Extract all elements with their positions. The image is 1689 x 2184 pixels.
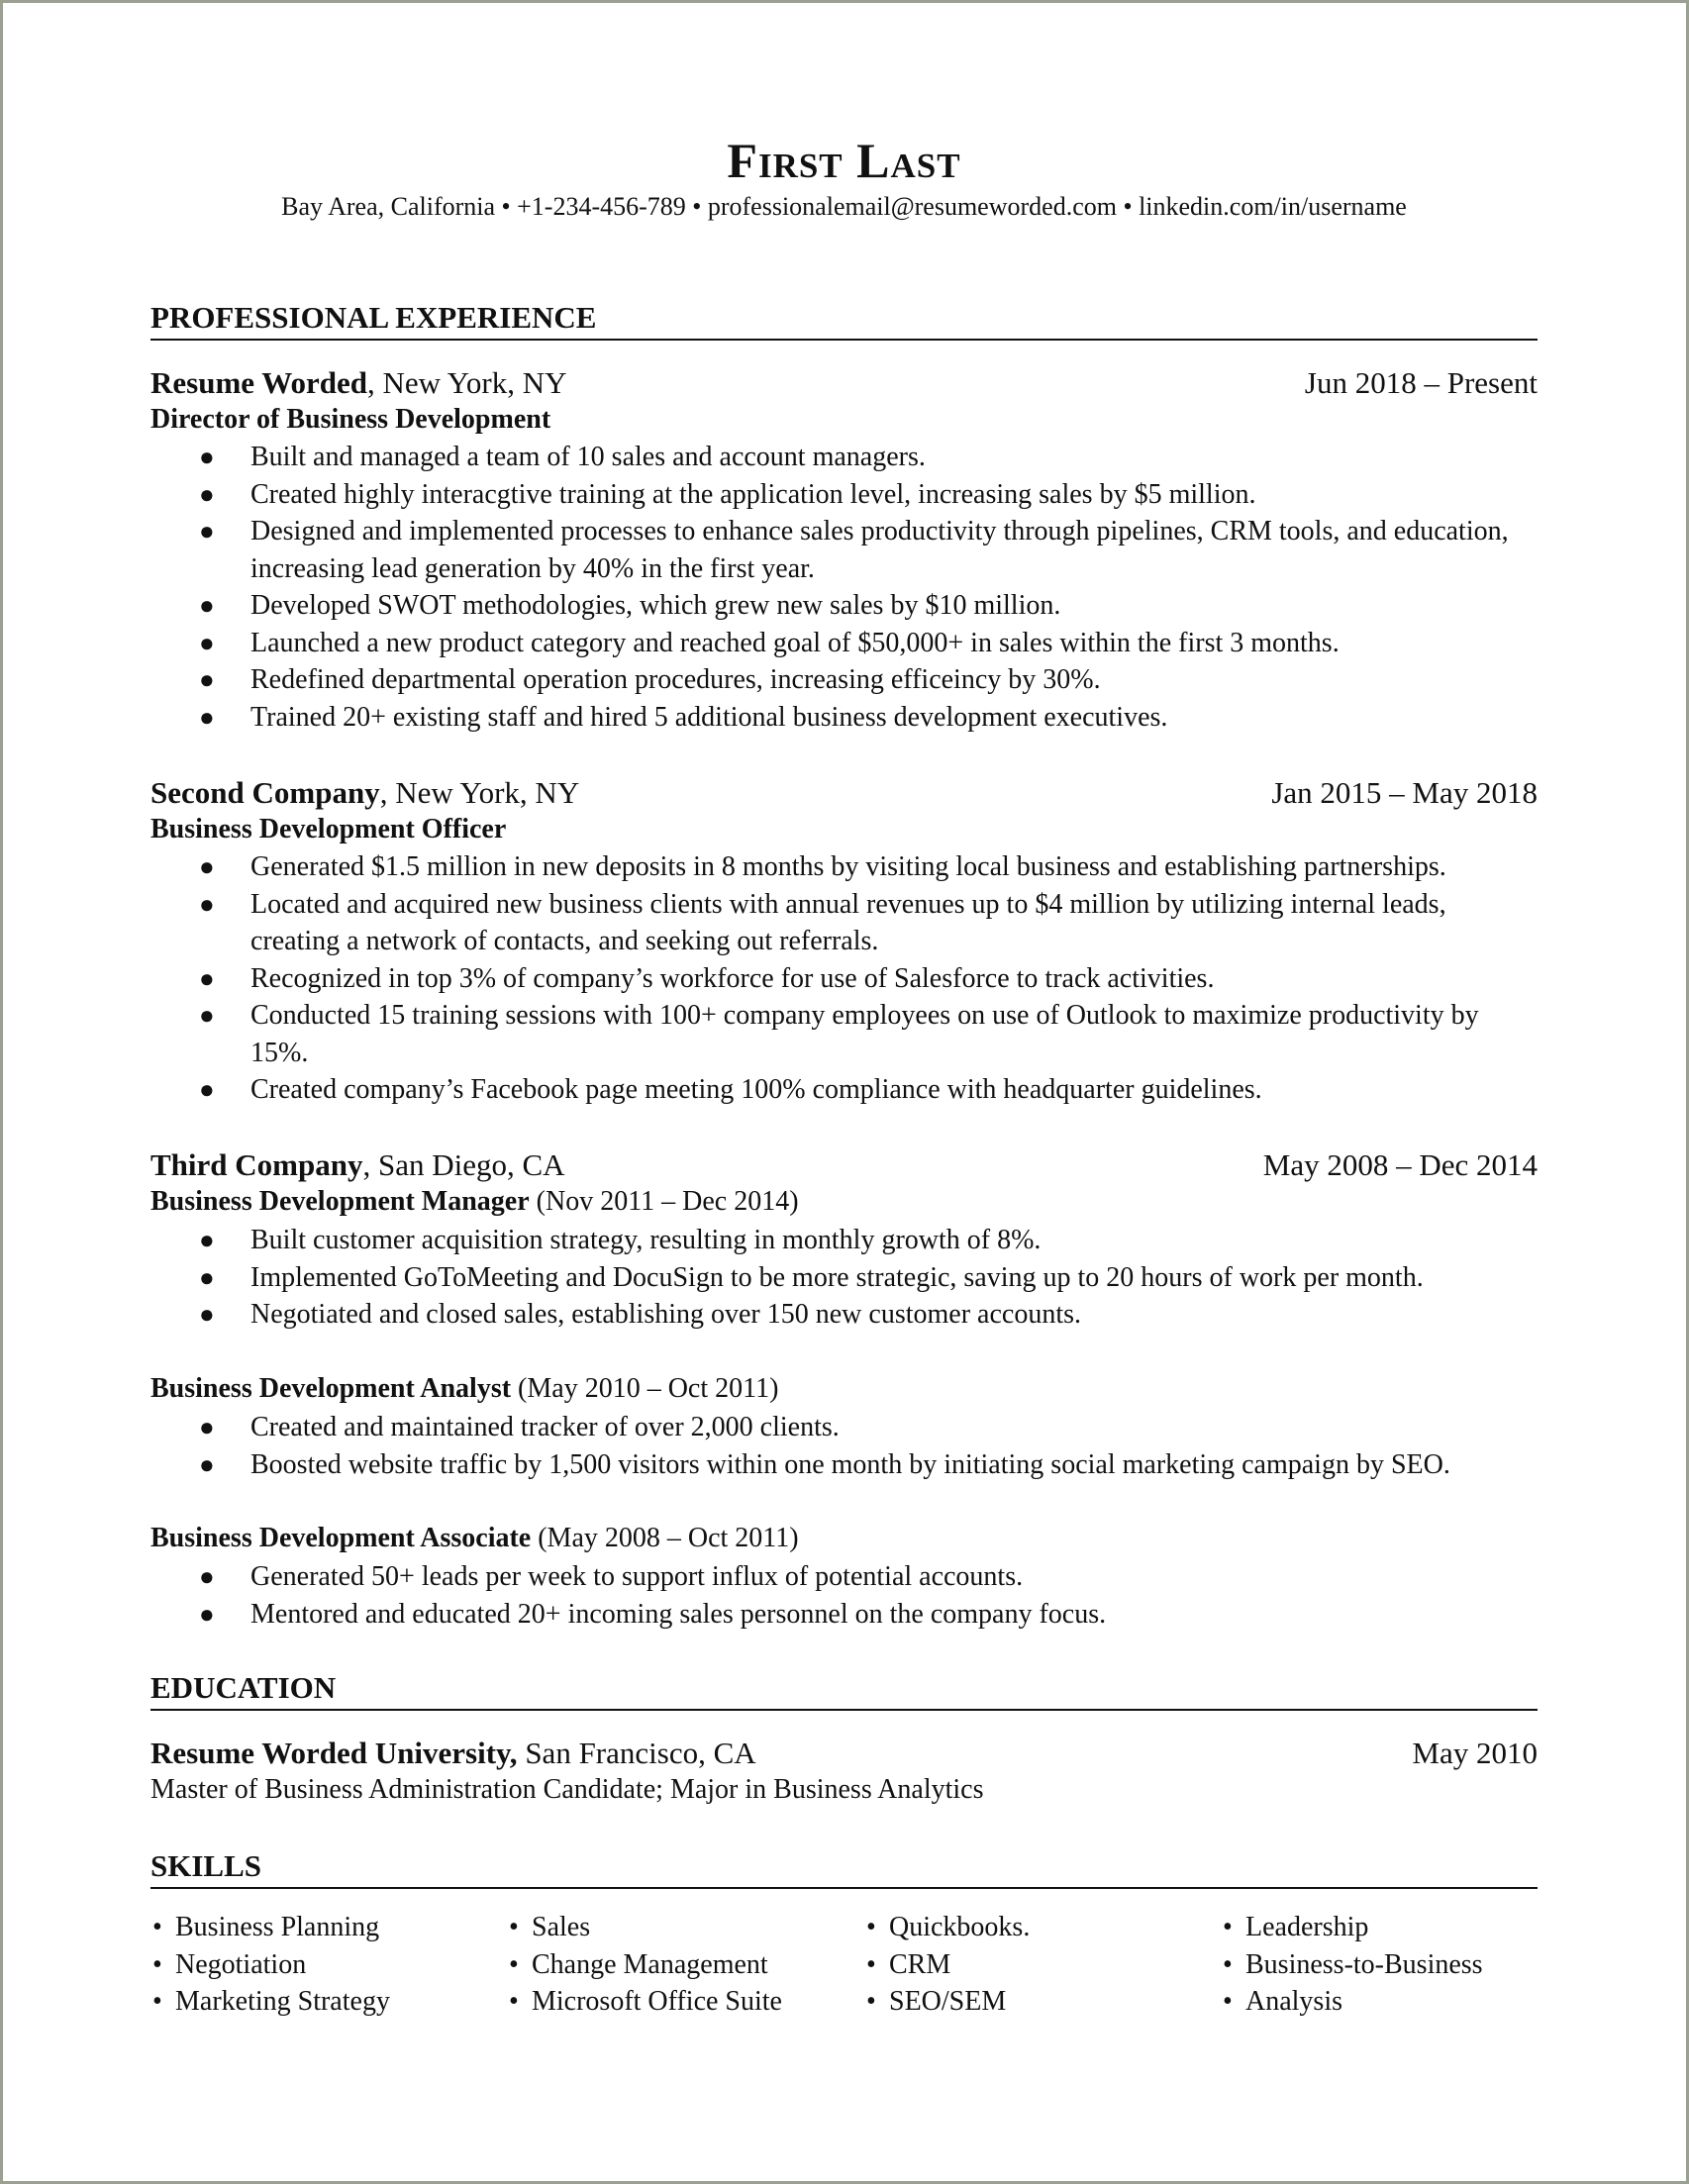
school-location: San Francisco, CA	[517, 1736, 756, 1770]
skills-column	[864, 1909, 1030, 2021]
job-title: Director of Business Development	[150, 404, 551, 435]
list-item: ● Generated 50+ leads per week to support influx of potential accounts.	[199, 1561, 1024, 1592]
list-item: ● Generated $1.5 million in new deposits in 8 months by visiting local business and establishing partnerships.	[199, 851, 1446, 882]
list-item: ● Created company’s Facebook page meeting 100% compliance with headquarter guidelines.	[199, 1074, 1262, 1105]
graduation-date: May 2010	[1412, 1736, 1538, 1770]
skills-column	[150, 1909, 390, 2021]
list-item: ● Launched a new product category and reached goal of $50,000+ in sales within the first 3 months.	[199, 627, 1340, 658]
list-item: ● Developed SWOT methodologies, which grew new sales by $10 million.	[199, 590, 1061, 621]
skill-item: • Quickbooks.	[866, 1912, 1031, 1942]
job-header	[150, 774, 1538, 812]
job-title-row	[150, 1371, 1538, 1407]
list-item: ● Located and acquired new business clients with annual revenues up to $4 million by utilizing internal leads, creating a network of contacts, and seeking out referrals.	[199, 888, 1446, 956]
skill-item: • Marketing Strategy	[152, 1986, 390, 2017]
skill-item: • SEO/SEM	[866, 1986, 1007, 2017]
list-item: ● Built customer acquisition strategy, resulting in monthly growth of 8%.	[199, 1225, 1042, 1255]
list-item: ● Designed and implemented processes to enhance sales productivity through pipelines, CRM tools, and education, increasing lead generation by 40% in the first year.	[199, 516, 1509, 584]
list-item: ● Built and managed a team of 10 sales and account managers.	[199, 442, 926, 472]
company-location: , San Diego, CA	[362, 1147, 565, 1182]
school-name: Resume Worded University,	[150, 1736, 518, 1770]
contact-line: Bay Area, California • +1-234-456-789 • professionalemail@resumeworded.com • linkedin.com/in/username	[281, 192, 1407, 221]
company-location: , New York, NY	[379, 775, 580, 810]
skill-item: • Leadership	[1223, 1912, 1369, 1942]
skill-item: • Change Management	[509, 1948, 768, 1980]
skill-item: • Business-to-Business	[1223, 1948, 1483, 1980]
job-title: Business Development Manager	[150, 1186, 530, 1217]
job-title-row	[150, 1521, 1538, 1556]
job-header	[150, 1146, 1538, 1184]
bullet-list	[150, 1222, 1538, 1334]
candidate-name: First Last	[727, 133, 961, 188]
list-item: ● Recognized in top 3% of company’s workforce for use of Salesforce to track activities.	[199, 962, 1215, 994]
list-item: ● Mentored and educated 20+ incoming sales personnel on the company focus.	[199, 1598, 1107, 1630]
company-location: , New York, NY	[367, 365, 567, 400]
bullet-list	[150, 1558, 1538, 1633]
company-name: Third Company	[150, 1147, 363, 1182]
list-item: ● Trained 20+ existing staff and hired 5 additional business development executives.	[199, 701, 1168, 733]
bullet-list	[150, 439, 1538, 736]
skill-item: • Negotiation	[152, 1948, 307, 1980]
job-period: (May 2008 – Oct 2011)	[531, 1523, 799, 1553]
company-name: Resume Worded	[150, 365, 368, 400]
list-item: ● Conducted 15 training sessions with 100+ company employees on use of Outlook to maximize productivity by 15%.	[199, 1000, 1479, 1068]
company-name: Second Company	[150, 775, 380, 810]
job-period: (Nov 2011 – Dec 2014)	[529, 1186, 799, 1217]
list-item: ● Redefined departmental operation procedures, increasing efficeincy by 30%.	[199, 664, 1101, 695]
job-dates: May 2008 – Dec 2014	[1262, 1147, 1538, 1182]
list-item: ● Created highly interacgtive training at the application level, increasing sales by $5 million.	[199, 478, 1256, 510]
skill-item: • Microsoft Office Suite	[509, 1986, 782, 2017]
bullet-list	[150, 848, 1538, 1109]
list-item: ● Boosted website traffic by 1,500 visitors within one month by initiating social marketing campaign by SEO.	[199, 1448, 1450, 1480]
job-title: Business Development Officer	[150, 814, 507, 844]
job-header	[150, 364, 1538, 402]
list-item: ● Created and maintained tracker of over 2,000 clients.	[199, 1412, 840, 1442]
list-item: ● Negotiated and closed sales, establishing over 150 new customer accounts.	[199, 1299, 1081, 1330]
job-title-row	[150, 1184, 1538, 1220]
job-title: Business Development Analyst	[150, 1373, 512, 1404]
job-period: (May 2010 – Oct 2011)	[511, 1373, 779, 1404]
skill-item: • Sales	[509, 1912, 591, 1942]
job-dates: Jun 2018 – Present	[1304, 365, 1538, 400]
skills-column	[507, 1909, 782, 2021]
skills-column	[1221, 1909, 1483, 2021]
job-title: Business Development Associate	[150, 1523, 532, 1553]
education-section-title: EDUCATION	[150, 1669, 1538, 1711]
experience-section-title: PROFESSIONAL EXPERIENCE	[150, 299, 1538, 341]
skills-section-title: SKILLS	[150, 1847, 1538, 1889]
skill-item: • CRM	[866, 1948, 951, 1980]
bullet-list	[150, 1409, 1538, 1483]
job-dates: Jan 2015 – May 2018	[1271, 775, 1538, 810]
degree-description: Master of Business Administration Candidate; Major in Business Analytics	[150, 1774, 984, 1805]
list-item: ● Implemented GoToMeeting and DocuSign to be more strategic, saving up to 20 hours of work per month.	[199, 1261, 1424, 1293]
skill-item: • Business Planning	[152, 1912, 380, 1942]
skill-item: • Analysis	[1223, 1986, 1342, 2017]
education-header	[150, 1735, 1538, 1772]
